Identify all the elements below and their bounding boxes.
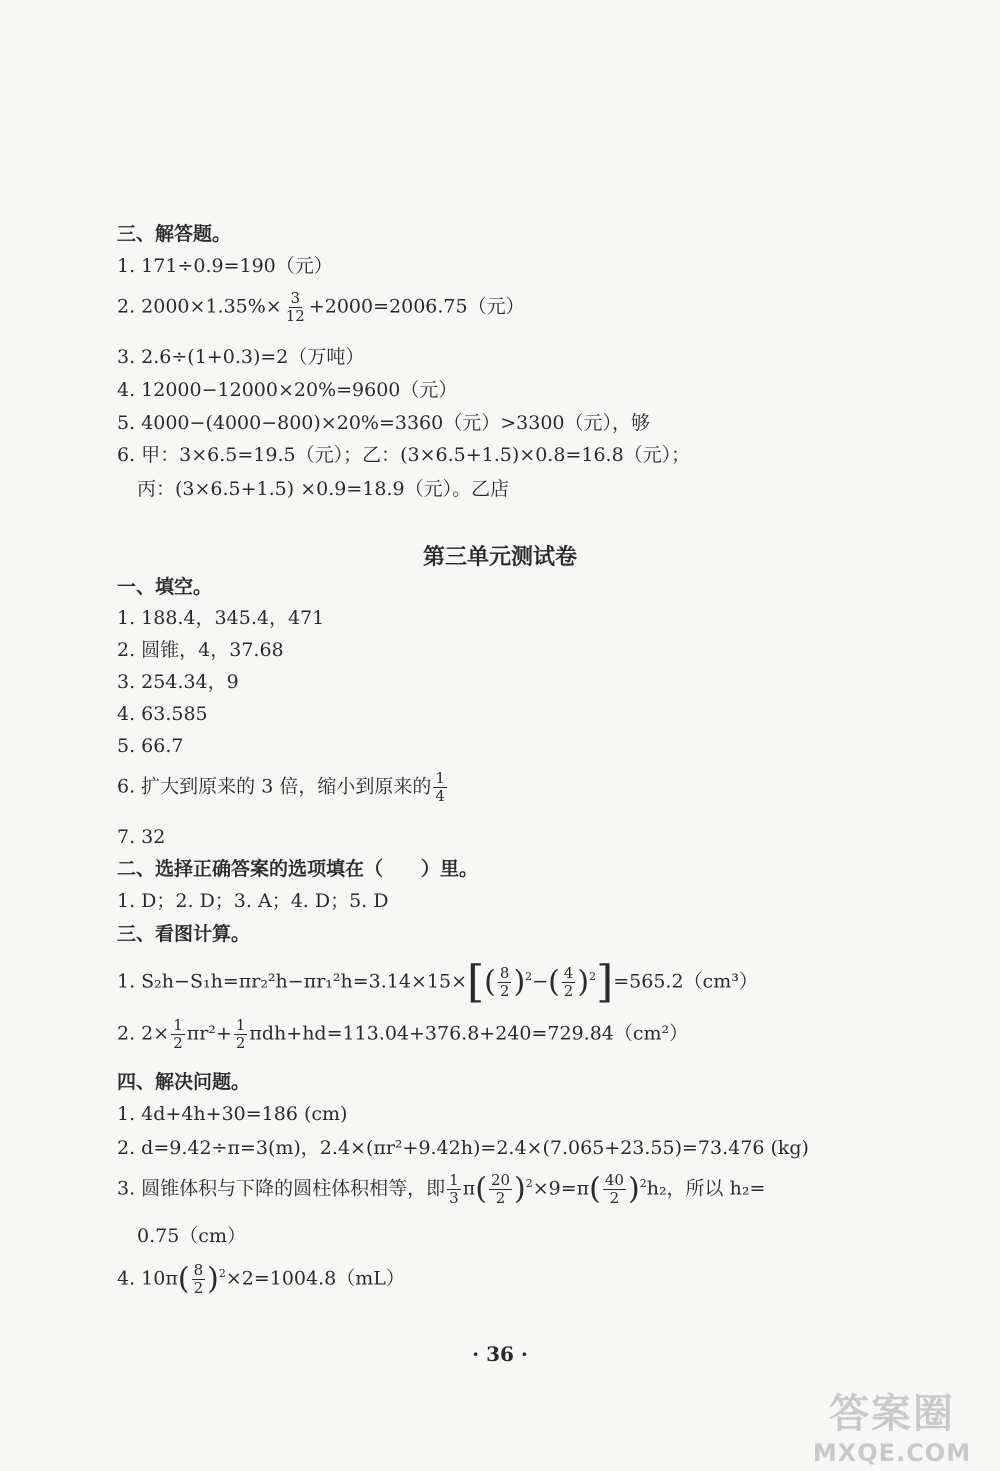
- section-heading-fill-blank: 一、填空。: [117, 576, 213, 598]
- exponent: 2: [525, 1177, 533, 1191]
- solve-answer-3: 3. 圆锥体积与下降的圆柱体积相等，即 $\frac{1}{3}$ π( $\frac{20}{2}$ )$^2$×9=π( $\frac{40}{2}$ )$^2$h₂，所以 h₂=: [117, 1171, 766, 1207]
- right-paren: ): [627, 1171, 640, 1207]
- watermark-url: MXQE.COM: [812, 1439, 972, 1467]
- left-paren: (: [484, 964, 496, 1000]
- section-heading-answer-questions: 三、解答题。: [117, 223, 232, 245]
- right-paren: ): [207, 1261, 219, 1297]
- solve-answer-4-pre: 4. 10π: [117, 1267, 178, 1290]
- calc-answer-1-pre: 1. S₂h−S₁h=πr₂²h−πr₁²h=3.14×15×: [117, 970, 467, 993]
- fill-answer-7: 7. 32: [117, 826, 166, 848]
- right-bracket: ]: [596, 956, 614, 1008]
- right-paren: ): [513, 964, 526, 1000]
- fill-answer-3: 3. 254.34，9: [117, 671, 239, 693]
- calc-answer-1-post: =565.2（cm³）: [613, 970, 758, 993]
- section-heading-figure-calc: 三、看图计算。: [117, 923, 251, 945]
- exponent: 2: [525, 970, 533, 983]
- answer-line-2-pre: 2. 2000×1.35%×: [117, 295, 282, 318]
- fraction: [447, 1172, 461, 1207]
- fraction-numerator: 1: [449, 1171, 459, 1189]
- left-paren: (: [177, 1261, 190, 1297]
- fraction-numerator: 8: [193, 1261, 204, 1279]
- fraction-numerator: 1: [173, 1016, 183, 1034]
- solve-answer-3-mid: ×9=π: [532, 1177, 590, 1200]
- fraction-denominator: 2: [609, 1189, 620, 1207]
- fraction: [562, 965, 576, 1000]
- right-paren: ): [577, 964, 590, 1000]
- fraction-denominator: 2: [495, 1189, 506, 1207]
- watermark-logo: [802, 1382, 982, 1467]
- watermark-brand: 答案圈: [829, 1391, 955, 1437]
- answer-line-2: [117, 290, 525, 325]
- fill-answer-1: 1. 188.4，345.4，471: [117, 607, 325, 629]
- solve-answer-4: [117, 1262, 405, 1297]
- fraction: [498, 965, 512, 1000]
- solve-answer-3-pre: 3. 圆锥体积与下降的圆柱体积相等，即: [117, 1177, 446, 1200]
- fraction: [433, 770, 447, 805]
- fraction-denominator: 2: [563, 981, 574, 1000]
- fraction-denominator: 2: [235, 1034, 246, 1052]
- answer-line-4: 4. 12000−12000×20%=9600（元）: [117, 379, 458, 401]
- answer-line-2-post: +2000=2006.75（元）: [308, 295, 525, 318]
- section-heading-solve-problems: 四、解决问题。: [117, 1071, 251, 1093]
- left-paren: (: [475, 1171, 487, 1207]
- fraction-numerator: 3: [290, 289, 301, 307]
- answer-line-5: 5. 4000−(4000−800)×20%=3360（元）>3300（元），够: [117, 412, 651, 434]
- calc-answer-2-pre: 2. 2×: [117, 1022, 170, 1045]
- fraction-numerator: 8: [499, 963, 510, 982]
- fill-answer-6-pre: 6. 扩大到原来的 3 倍，缩小到原来的: [117, 775, 432, 798]
- calc-answer-2-post: πdh+hd=113.04+376.8+240=729.84（cm²）: [249, 1022, 689, 1045]
- solve-answer-3-post: h₂，所以 h₂=: [646, 1177, 766, 1200]
- fill-answer-6: [117, 770, 449, 805]
- fill-answer-2: 2. 圆锥，4，37.68: [117, 639, 284, 661]
- fraction-numerator: 1: [235, 1016, 246, 1034]
- exponent: 2: [639, 1177, 647, 1191]
- calc-answer-2: [117, 1017, 688, 1052]
- fill-answer-4: 4. 63.585: [117, 703, 208, 725]
- fraction-denominator: 2: [193, 1279, 204, 1297]
- fraction-numerator: 1: [435, 769, 445, 787]
- fraction-denominator: 3: [449, 1189, 459, 1207]
- fraction-denominator: 2: [499, 981, 510, 1000]
- fill-answer-5: 5. 66.7: [117, 735, 184, 757]
- fraction-numerator: 40: [604, 1171, 624, 1189]
- left-paren: (: [548, 964, 560, 1000]
- exponent: 2: [218, 1267, 226, 1281]
- fraction: [284, 290, 307, 325]
- solve-answer-3-cont: 0.75（cm）: [137, 1225, 246, 1247]
- calc-answer-2-mid: πr²+: [186, 1022, 232, 1045]
- unit-title: 第三单元测试卷: [422, 545, 577, 570]
- fraction-denominator: 12: [285, 307, 305, 325]
- exponent: 2: [589, 970, 597, 983]
- answer-line-6a: 6. 甲：3×6.5=19.5（元）；乙：(3×6.5+1.5)×0.8=16.8（元）；: [117, 444, 691, 466]
- left-paren: (: [589, 1171, 601, 1207]
- page-number: · 36 ·: [472, 1342, 528, 1366]
- fraction: [489, 1172, 512, 1207]
- section-heading-choice: 二、选择正确答案的选项填在（ ）里。: [117, 858, 479, 880]
- choice-answers: 1. D；2. D；3. A；4. D；5. D: [117, 890, 389, 912]
- solve-answer-4-post: ×2=1004.8（mL）: [225, 1267, 405, 1290]
- fraction-numerator: 20: [490, 1171, 511, 1189]
- fraction: [603, 1172, 626, 1207]
- fraction-numerator: 4: [563, 963, 574, 982]
- fraction-denominator: 2: [173, 1034, 183, 1052]
- right-paren: ): [514, 1171, 526, 1207]
- fraction-denominator: 4: [435, 787, 445, 805]
- solve-answer-1: 1. 4d+4h+30=186 (cm): [117, 1103, 348, 1125]
- fraction: [234, 1017, 248, 1052]
- left-bracket: [: [467, 956, 485, 1008]
- fraction: [192, 1262, 206, 1297]
- solve-answer-2: 2. d=9.42÷π=3(m)，2.4×(πr²+9.42h)=2.4×(7.065+23.55)=73.476 (kg): [117, 1137, 809, 1159]
- answer-line-6b: 丙：(3×6.5+1.5) ×0.9=18.9（元）。乙店: [137, 478, 510, 500]
- calc-answer-1: 1. S₂h−S₁h=πr₂²h−πr₁²h=3.14×15×[( $\frac{8}{2}$ )$^2$−( $\frac{4}{2}$ )$^2$]=565.2（cm³）: [117, 956, 758, 1008]
- answer-line-1: 1. 171÷0.9=190（元）: [117, 255, 333, 277]
- answer-line-3: 3. 2.6÷(1+0.3)=2（万吨）: [117, 346, 365, 368]
- fraction: [171, 1017, 185, 1052]
